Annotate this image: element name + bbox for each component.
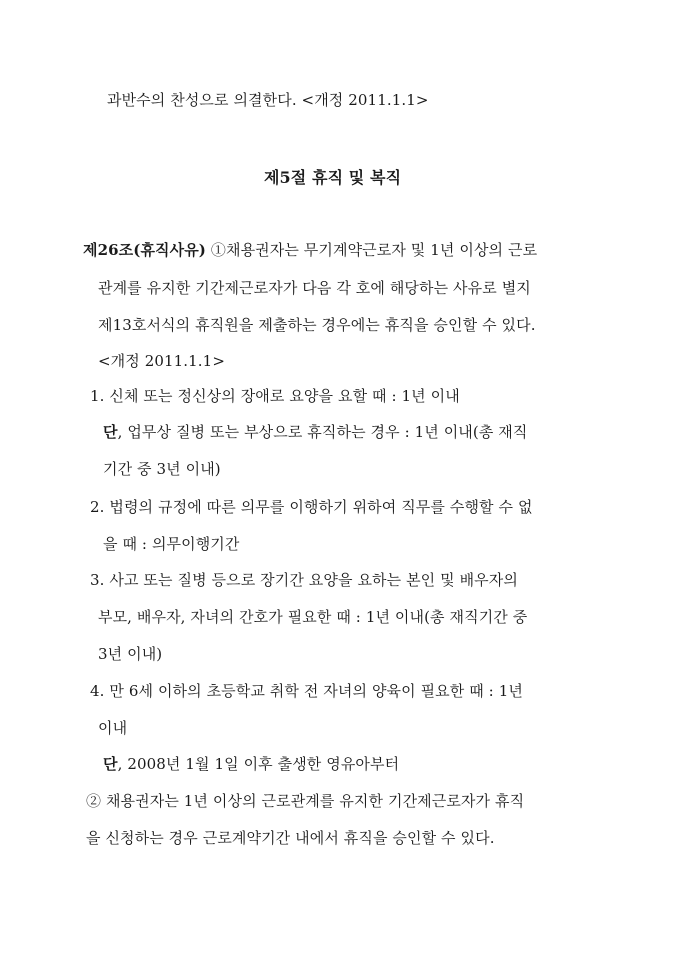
item-4-line-3: , 2008년 1월 1일 이후 출생한 영유아부터 xyxy=(117,755,400,773)
item-1-line-1: 1. 신체 또는 정신상의 장애로 요양을 요할 때 : 1년 이내 xyxy=(90,387,460,405)
item-4-proviso-line xyxy=(103,754,399,774)
item-3-line-1: 3. 사고 또는 질병 등으로 장기간 요양을 요하는 본인 및 배우자의 xyxy=(90,571,518,589)
item-1-proviso-line xyxy=(103,422,527,442)
paragraph-1-line-1: ①채용권자는 무기계약근로자 및 1년 이상의 근로 xyxy=(206,241,538,259)
item-3-line-3: 3년 이내) xyxy=(98,645,163,663)
item-4-line-2: 이내 xyxy=(98,719,128,737)
section-title: 제5절 휴직 및 복직 xyxy=(264,168,402,187)
item-4-line-1: 4. 만 6세 이하의 초등학교 취학 전 자녀의 양육이 필요한 때 : 1년 xyxy=(90,682,523,700)
continuation-text: 과반수의 찬성으로 의결한다. <개정 2011.1.1> xyxy=(107,91,429,109)
paragraph-1-line-3: 제13호서식의 휴직원을 제출하는 경우에는 휴직을 승인할 수 있다. xyxy=(98,316,536,334)
paragraph-2-line-1: ② 채용권자는 1년 이상의 근로관계를 유지한 기간제근로자가 휴직 xyxy=(86,792,525,810)
item-4-proviso-marker: 단 xyxy=(103,755,118,773)
paragraph-2-line-2: 을 신청하는 경우 근로계약기간 내에서 휴직을 승인할 수 있다. xyxy=(86,829,495,847)
item-1-line-3: 기간 중 3년 이내) xyxy=(103,460,221,478)
paragraph-1-line-2: 관계를 유지한 기간제근로자가 다음 각 호에 해당하는 사유로 별지 xyxy=(98,279,531,297)
item-1-proviso-marker: 단 xyxy=(103,423,118,441)
article-heading: 제26조(휴직사유) xyxy=(83,241,207,259)
item-3-line-2: 부모, 배우자, 자녀의 간호가 필요한 때 : 1년 이내(총 재직기간 중 xyxy=(98,608,528,626)
paragraph-1-line-4: <개정 2011.1.1> xyxy=(98,352,225,370)
item-2-line-1: 2. 법령의 규정에 따른 의무를 이행하기 위하여 직무를 수행할 수 없 xyxy=(90,498,533,516)
item-2-line-2: 을 때 : 의무이행기간 xyxy=(103,535,240,553)
article-26-first-line xyxy=(83,240,537,260)
item-1-line-2: , 업무상 질병 또는 부상으로 휴직하는 경우 : 1년 이내(총 재직 xyxy=(117,423,528,441)
